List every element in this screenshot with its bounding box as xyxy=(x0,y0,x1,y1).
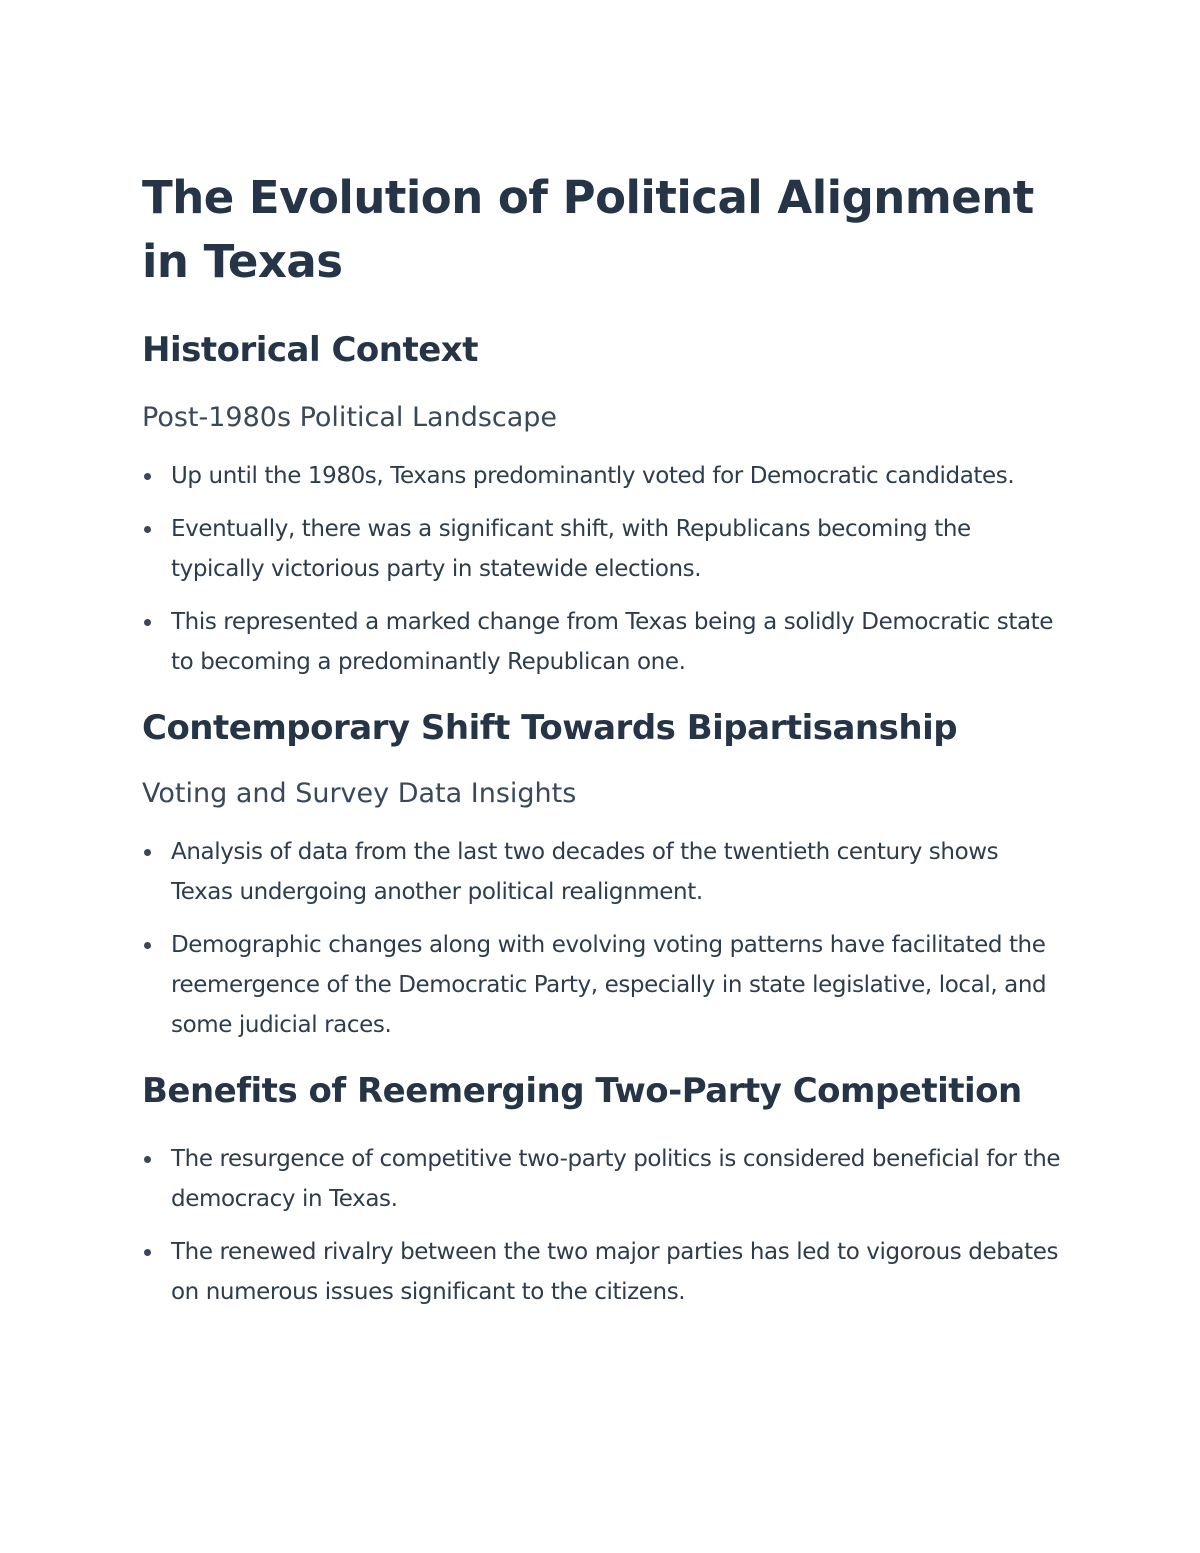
list-item-text: Up until the 1980s, Texans predominantly voted for Democratic candidates. xyxy=(171,463,1015,489)
list-item xyxy=(142,602,1062,682)
bullet-icon xyxy=(144,1249,151,1256)
list-item-text: The renewed rivalry between the two major parties has led to vigorous debates on numerous issues significant to the citizens. xyxy=(171,1239,1059,1305)
bullet-icon xyxy=(144,473,151,480)
subheading-voting-survey-data: Voting and Survey Data Insights xyxy=(142,778,577,809)
document-title: The Evolution of Political Alignment in Texas xyxy=(142,171,1034,288)
list-item-text: The resurgence of competitive two-party politics is considered beneficial for the democracy in Texas. xyxy=(171,1146,1061,1212)
list-item-text: Demographic changes along with evolving voting patterns have facilitated the reemergence of the Democratic Party, especially in state legislative, local, and some judicial races. xyxy=(171,932,1047,1038)
bullet-icon xyxy=(144,619,151,626)
list-item-text: This represented a marked change from Texas being a solidly Democratic state to becoming a predominantly Republican one. xyxy=(171,609,1054,675)
document-page xyxy=(142,166,1062,1312)
list-item xyxy=(142,1139,1062,1219)
bullet-list xyxy=(142,832,1062,1045)
bullet-list xyxy=(142,456,1062,682)
section-heading-historical-context: Historical Context xyxy=(142,330,478,370)
section-heading-benefits: Benefits of Reemerging Two-Party Competition xyxy=(142,1071,1022,1111)
bullet-icon xyxy=(144,1156,151,1163)
list-item-text: Eventually, there was a significant shift, with Republicans becoming the typically victorious party in statewide elections. xyxy=(171,516,971,582)
subheading-post-1980s: Post-1980s Political Landscape xyxy=(142,402,558,433)
list-item xyxy=(142,509,1062,589)
list-item xyxy=(142,456,1062,496)
list-item xyxy=(142,925,1062,1045)
bullet-icon xyxy=(144,849,151,856)
list-item xyxy=(142,1232,1062,1312)
bullet-list xyxy=(142,1139,1062,1312)
list-item xyxy=(142,832,1062,912)
bullet-icon xyxy=(144,942,151,949)
section-heading-contemporary-shift: Contemporary Shift Towards Bipartisanship xyxy=(142,708,958,748)
bullet-icon xyxy=(144,526,151,533)
list-item-text: Analysis of data from the last two decades of the twentieth century shows Texas undergoing another political realignment. xyxy=(171,839,999,905)
